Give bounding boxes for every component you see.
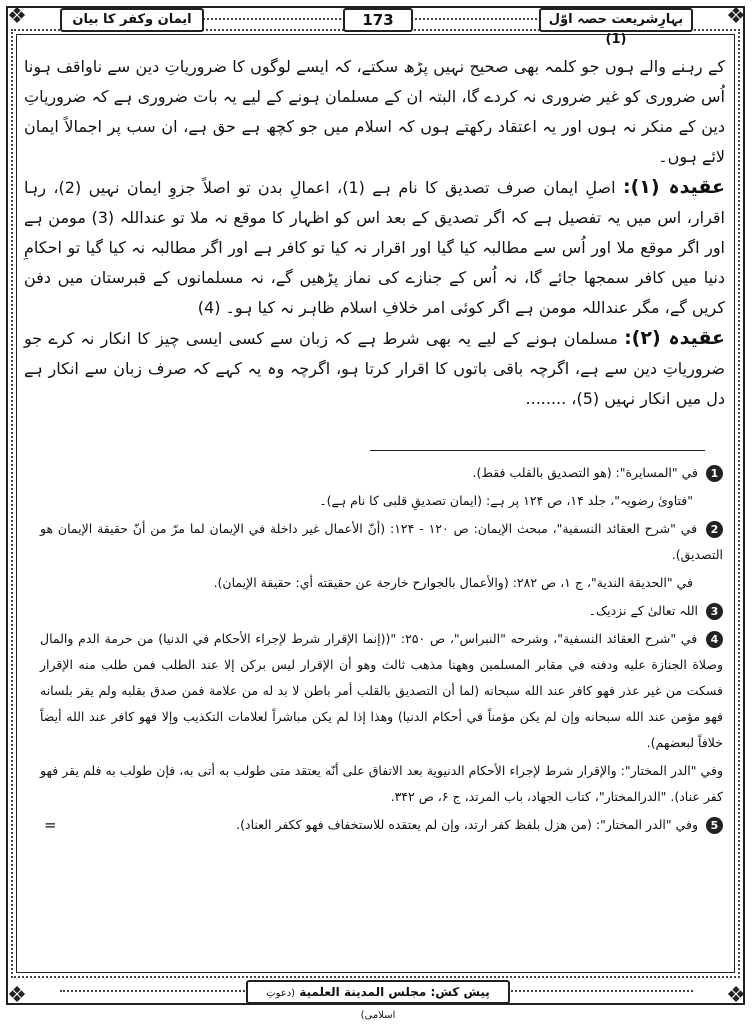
corner-ornament-icon: ❖: [726, 983, 746, 1008]
book-title: بہارِشریعت حصہ اوّل (1): [539, 8, 693, 32]
footnote-number: 2: [706, 521, 723, 538]
aqida-1: [24, 172, 725, 323]
corner-ornament-icon: ❖: [7, 4, 27, 29]
corner-ornament-icon: ❖: [7, 983, 27, 1008]
aqida-2: [24, 323, 725, 414]
footer-suffix: (دعوتِ اسلامی): [266, 988, 396, 1021]
page-header: [60, 6, 693, 47]
aqida-2-label: عقیدہ (۲):: [624, 327, 725, 349]
footnote-2: [40, 516, 723, 568]
footnote-5: [40, 812, 723, 838]
footnote-number: 3: [706, 603, 723, 620]
end-mark: =: [44, 816, 57, 834]
footnotes: [40, 460, 723, 840]
footnote-text: اللہ تعالیٰ کے نزدیک۔: [588, 603, 699, 618]
paragraph-continuation: کے رہنے والے ہوں جو کلمہ بھی صحیح نہیں پڑھ سکتے، کہ ایسے لوگوں کا ضروریاتِ دین سے ناواقف ہونا اُس ضروری کو غیر ضروری نہ کردے گا، البتہ ان کے مسلمان ہونے کے لیے یہ بات ضروری ہے کہ ضروریاتِ دین کے منکر نہ ہوں اور یہ اعتقاد رکھتے ہوں کہ اسلام میں جو کچھ ہے حق ہے، ان سب پر اجمالاً ایمان لائے ہوں۔: [24, 57, 725, 166]
footnote-4-sub: وفي "الدر المختار": والإقرار شرط لإجراء الأحكام الدنيوية بعد الاتفاق على أنّه يعتقد متى طولب به أتى به، فإن طولب به فلم يقر فهو كفر عناد). "الدرالمختار"، كتاب الجهاد، باب المرتد، ج ۶، ص ۳۴۲.: [40, 763, 723, 804]
chapter-title: ایمان وکفر کا بیان: [60, 8, 204, 32]
footnote-text: في "المسايرة": (هو التصديق بالقلب فقط).: [472, 465, 699, 480]
page-number: 173: [343, 8, 413, 32]
footnote-1-sub: "فتاویٰ رضویہ"، جلد ۱۴، ص ۱۲۴ پر ہے: (ایمان تصدیقِ قلبی کا نام ہے)۔: [319, 493, 693, 508]
footnote-text: في "شرح العقائد النسفية"، وشرحه "النبراس"، ص ۲۵۰: "((إنما الإقرار شرط لإجراء الأحكام في الدنيا) من حرمة الدم والمال وصلاة الجنازة عليه ودفنه في مقابر المسلمين وههنا مذهب ثالث وهو أن الإقرار ليس بركن إلا عند الطلب فمن طلب منه الإقرار فسكت من غير عذر فهو كافر عند الله سبحانه (لما أن التصديق بالقلب أمر باطن لا بد له من علامة فمن صدق بقلبه ولم يقر بلسانه فهو مؤمن عند الله سبحانه وإن لم يكن مؤمناً في أحكام الدنيا) وهذا إذا لم يكن مباشراً لعلامات التكذيب وإلا فهو كافر عند الله أيضاً خلافاً لبعضهم).: [40, 631, 723, 750]
footer-prefix: پیش کش:: [430, 985, 490, 999]
page-footer: [60, 978, 693, 1021]
footnote-3: [40, 598, 723, 624]
footnote-number: 4: [706, 631, 723, 648]
main-text: [24, 52, 725, 414]
footer-publisher: مجلس المدينة العلمية: [299, 985, 427, 999]
footnote-number: 5: [706, 817, 723, 834]
aqida-1-label: عقیدہ (۱):: [622, 176, 726, 198]
footnote-2-sub: في "الحديقة الندية"، ج ۱، ص ۲۸۲: (والأعمال بالجوارح خارجة عن حقيقته أي: حقيقة الإيمان).: [213, 575, 693, 590]
publisher-box: [246, 980, 510, 1021]
aqida-1-text: اصلِ ایمان صرف تصدیق کا نام ہے (1)، اعمالِ بدن تو اصلاً جزوِ ایمان نہیں (2)، رہا اقرار، اس میں یہ تفصیل ہے کہ اگر تصدیق کے بعد اس کو اظہار کا موقع نہ ملا تو عنداللہ (3) مومن ہے اور اگر موقع ملا اور اُس سے مطالبہ کیا گیا اور اقرار نہ کیا تو کافر ہے اور اگر مطالبہ نہ کیا گیا تو احکامِ دنیا میں کافر سمجھا جائے گا، نہ اُس کے جنازے کی نماز پڑھیں گے، نہ مسلمانوں کے قبرستان میں دفن کریں گے، مگر عنداللہ مومن ہے اگر کوئی امر خلافِ اسلام ظاہر نہ کیا ہو۔ (4): [24, 178, 726, 317]
footnote-divider: [370, 450, 705, 451]
footnote-text: وفي "الدر المختار": (من هزل بلفظ كفر ارتد، وإن لم يعتقده للاستخفاف فهو ككفر العناد).: [236, 817, 699, 832]
footnote-1: [40, 460, 723, 486]
aqida-2-text: مسلمان ہونے کے لیے یہ بھی شرط ہے کہ زبان سے کسی ایسی چیز کا انکار نہ کرے جو ضروریاتِ دین سے ہے، اگرچہ باقی باتوں کا اقرار کرتا ہو، اگرچہ وہ یہ کہے کہ صرف زبان سے انکار ہے دل میں انکار نہیں (5)، ........: [24, 329, 725, 408]
corner-ornament-icon: ❖: [726, 4, 746, 29]
footnote-text: في "شرح العقائد النسفية"، مبحث الإيمان: ص ۱۲۰ - ۱۲۴: (أنّ الأعمال غير داخلة في الإيمان لما مرّ من أنّ حقيقة الإيمان هو التصديق).: [40, 521, 723, 562]
footnote-number: 1: [706, 465, 723, 482]
footnote-4: [40, 626, 723, 756]
